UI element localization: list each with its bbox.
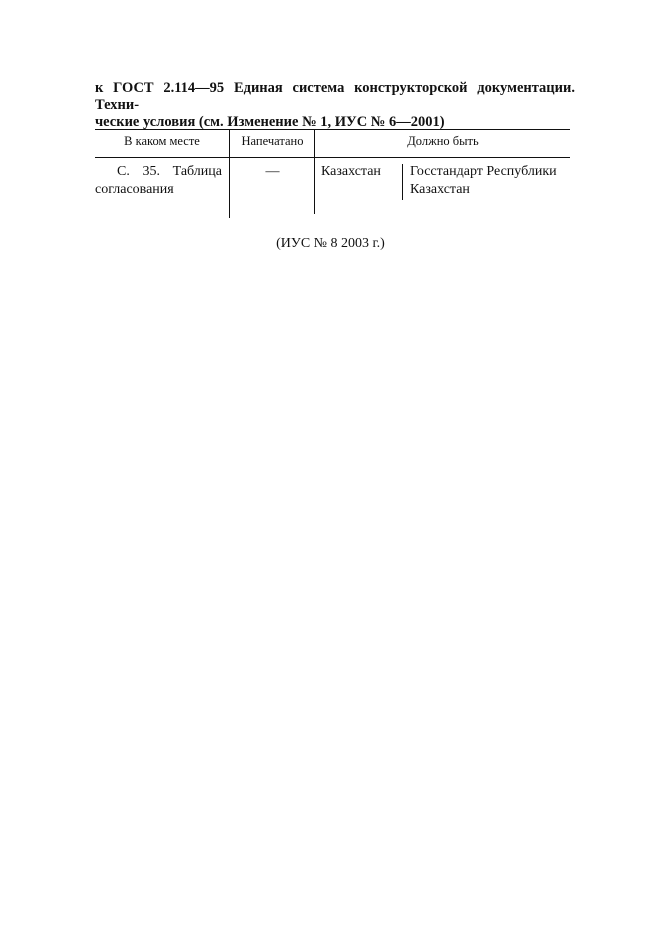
column-divider-2 <box>314 129 315 214</box>
heading-line-2: ческие условия (см. Изменение № 1, ИУС № 6—2001) <box>95 114 445 130</box>
heading-line-1: к ГОСТ 2.114—95 Единая система конструкторской документации. Техни- <box>95 80 575 113</box>
cell-should-be-old: Казахстан <box>321 164 381 179</box>
cell-place <box>95 163 222 199</box>
header-place: В каком месте <box>124 134 200 148</box>
cell-should-be-new <box>410 163 570 199</box>
cell-should-be-new-line-1: Госстандарт Республики <box>410 164 557 179</box>
amendment-heading <box>95 80 575 131</box>
correction-table <box>95 129 570 219</box>
source-reference: (ИУС № 8 2003 г.) <box>276 236 385 251</box>
cell-place-line-2: согласования <box>95 182 174 197</box>
header-printed: Напечатано <box>241 134 304 148</box>
column-divider-1 <box>229 129 230 218</box>
column-divider-3 <box>402 164 403 200</box>
cell-printed: — <box>265 164 280 179</box>
table-top-rule <box>95 129 570 130</box>
header-should-be: Должно быть <box>407 134 479 148</box>
cell-should-be-new-line-2: Казахстан <box>410 182 470 197</box>
cell-place-line-1: С. 35. Таблица <box>117 164 222 179</box>
table-header-rule <box>95 157 570 158</box>
